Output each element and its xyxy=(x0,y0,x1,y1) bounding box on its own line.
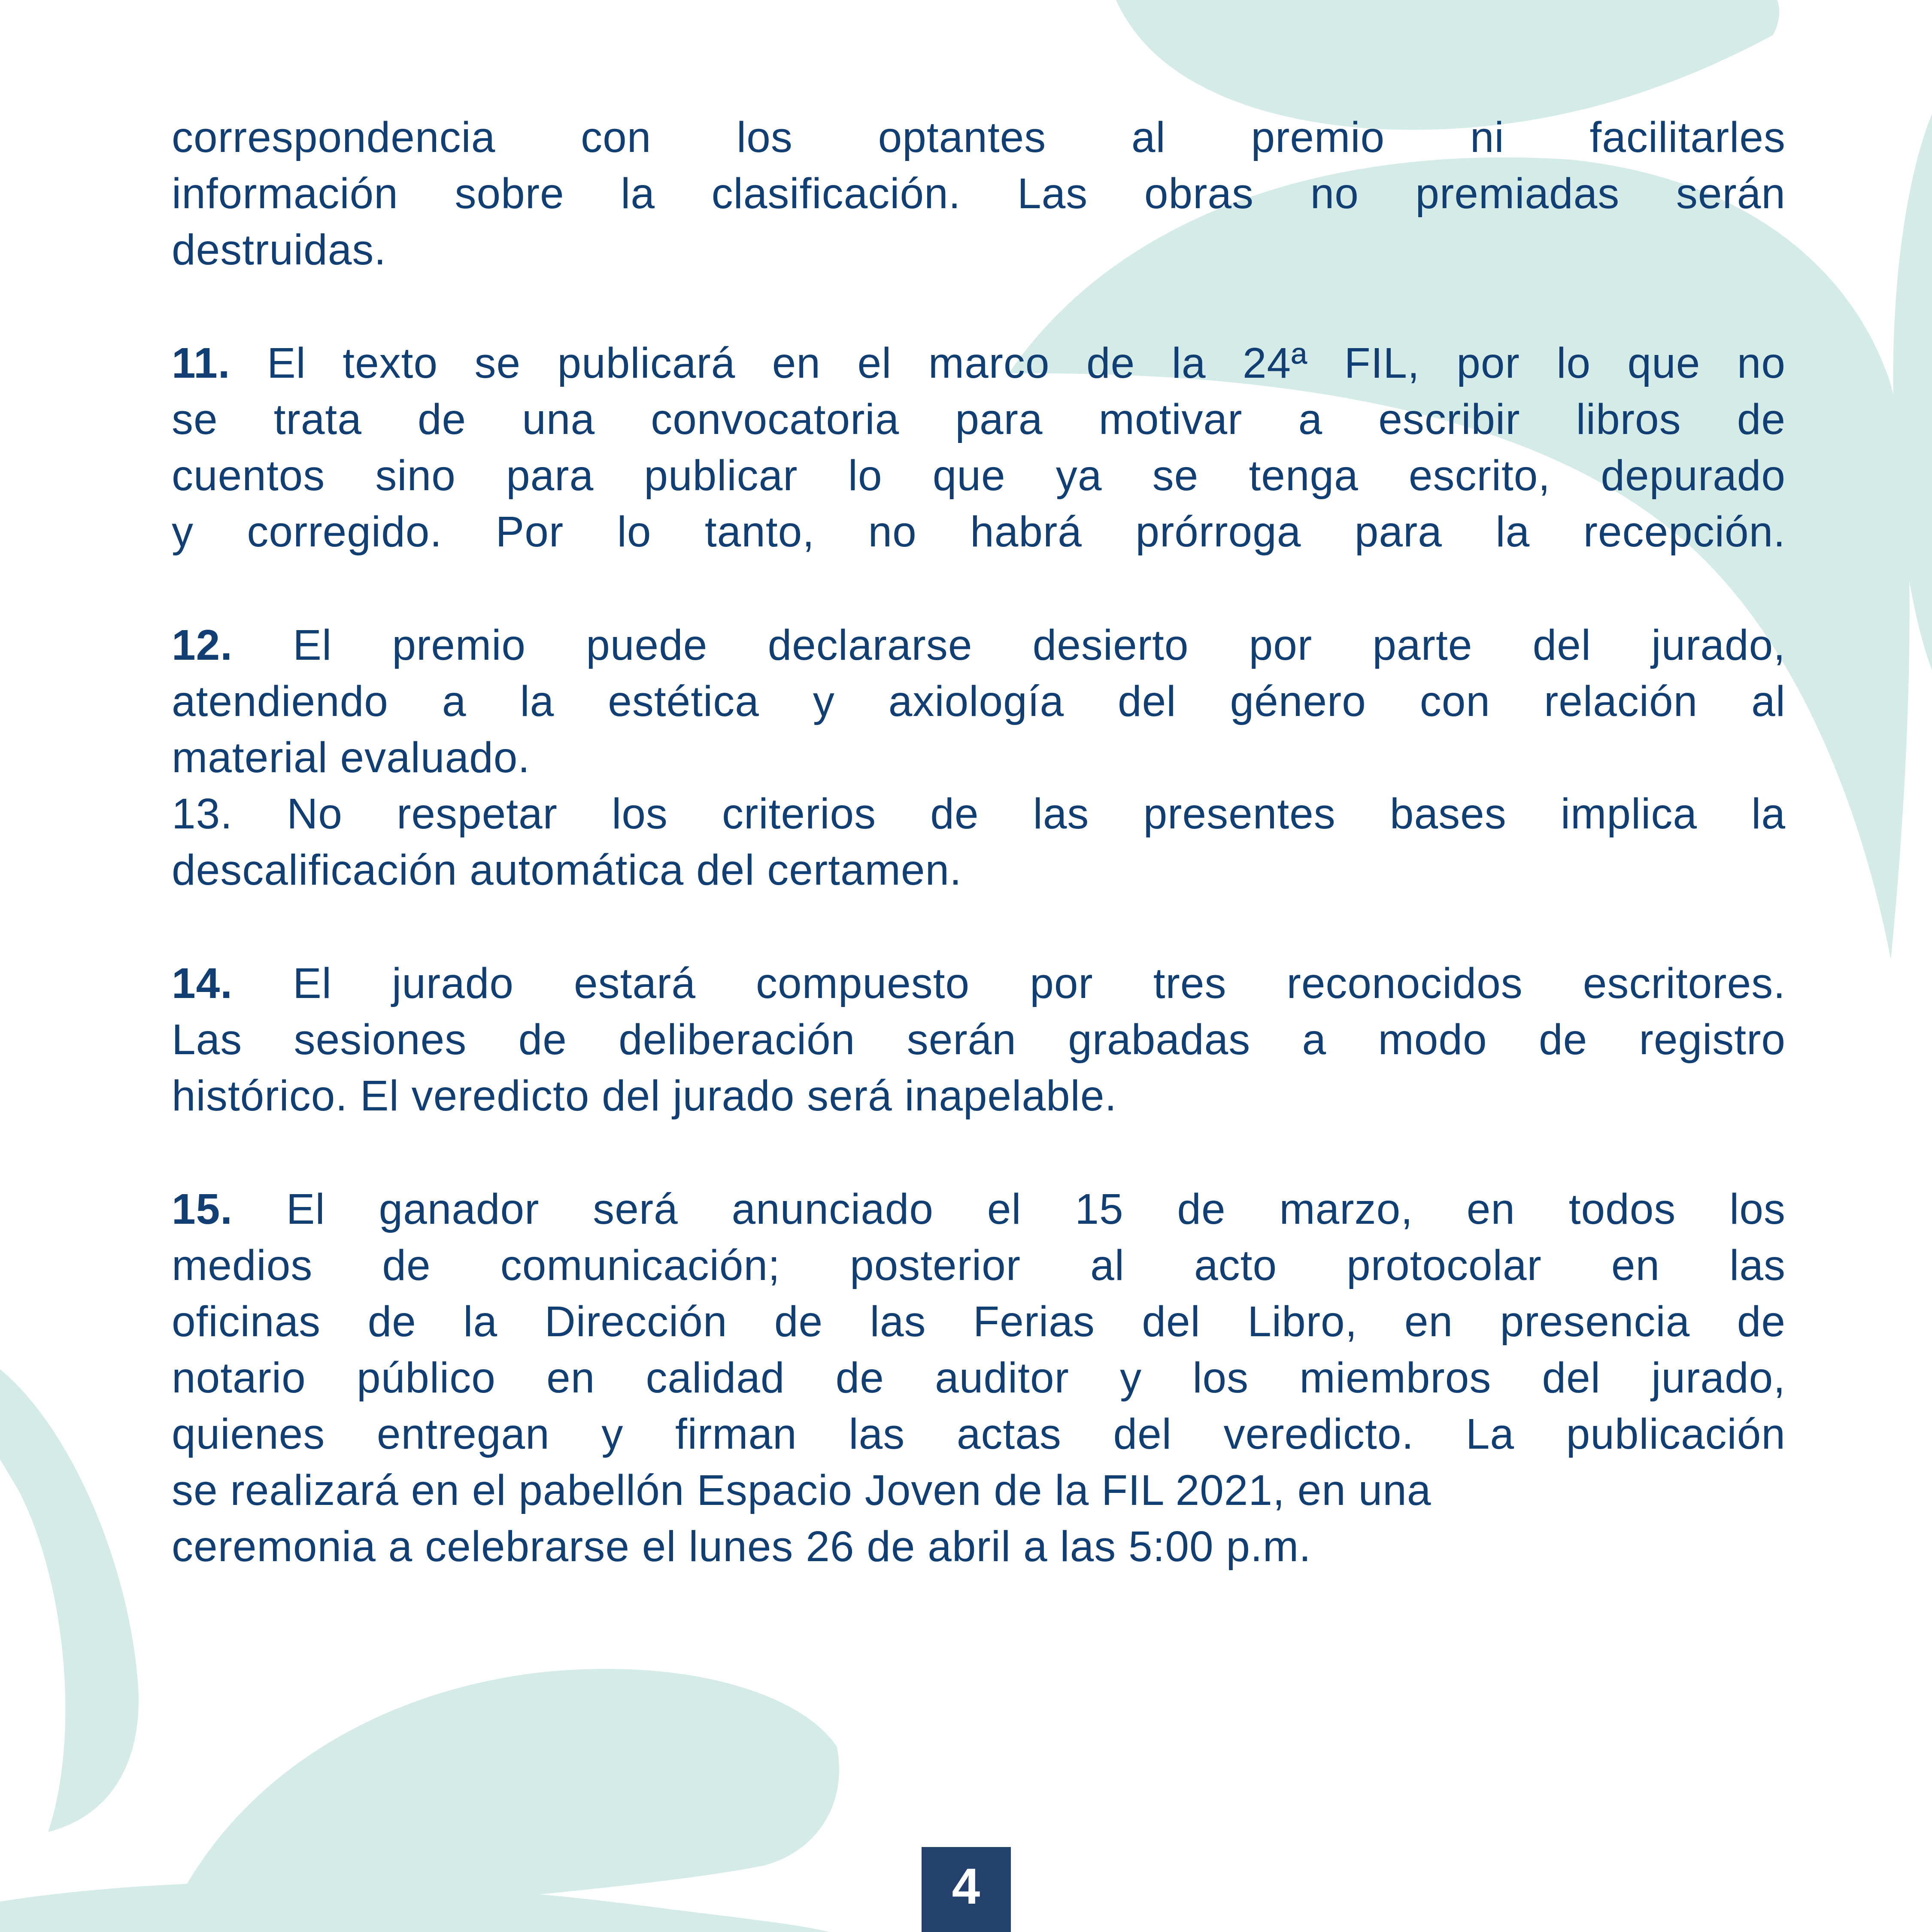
text-column xyxy=(172,109,1786,1632)
leaf-left-edge-icon xyxy=(0,1369,139,1832)
paragraph-justified-lines: 14. El jurado estará compuesto por tres reconocidos escritores. Las sesiones de deliberación serán grabadas a modo de registro xyxy=(172,959,1786,1064)
page-number-box xyxy=(922,1847,1011,1932)
paragraph-justified-lines: 12. El premio puede declararse desierto por parte del jurado, atendiendo a la estética y axiología del género con relación al xyxy=(172,621,1786,725)
paragraph-number: 13. xyxy=(172,790,233,838)
paragraph xyxy=(172,617,1786,786)
paragraph xyxy=(172,955,1786,1124)
paragraph-justified-lines: 13. No respetar los criterios de las presentes bases implica la xyxy=(172,790,1786,838)
paragraph xyxy=(172,335,1786,560)
leaf-bottom-crescent-icon xyxy=(0,1882,829,1932)
paragraph xyxy=(172,109,1786,278)
paragraph-last-line: histórico. El veredicto del jurado será inapelable. xyxy=(172,1072,1117,1120)
paragraph-justified-lines: 15. El ganador será anunciado el 15 de marzo, en todos los medios de comunicación; posterior al acto protocolar en las oficinas de la Dirección de las Ferias del Libro, en presencia de notario público en calidad de auditor y los miembros del jurado, quienes entregan y firman las actas del veredicto. La publicación xyxy=(172,1185,1786,1458)
paragraph-justified-lines: 11. El texto se publicará en el marco de la 24ª FIL, por lo que no se trata de una convocatoria para motivar a escribir libros de cuentos sino para publicar lo que ya se tenga escrito, depurado y corregido. Por lo tanto, no habrá prórroga para la recepción. xyxy=(172,339,1786,556)
paragraph-number: 11. xyxy=(172,339,231,387)
paragraph-last-line: se realizará en el pabellón Espacio Joven de la FIL 2021, en una ceremonia a celebrarse el lunes 26 de abril a las 5:00 p.m. xyxy=(172,1466,1432,1571)
paragraph xyxy=(172,786,1786,898)
page-number: 4 xyxy=(952,1858,980,1915)
paragraph-last-line: material evaluado. xyxy=(172,734,531,782)
paragraph-justified-lines: correspondencia con los optantes al premio ni facilitarles información sobre la clasificación. Las obras no premiadas serán xyxy=(172,113,1786,218)
paragraph-number: 15. xyxy=(172,1185,233,1233)
paragraph-number: 14. xyxy=(172,959,233,1007)
paragraph-number: 12. xyxy=(172,621,233,669)
paragraph-last-line: destruidas. xyxy=(172,226,387,274)
paragraph-last-line: descalificación automática del certamen. xyxy=(172,846,962,894)
paragraph xyxy=(172,1181,1786,1575)
